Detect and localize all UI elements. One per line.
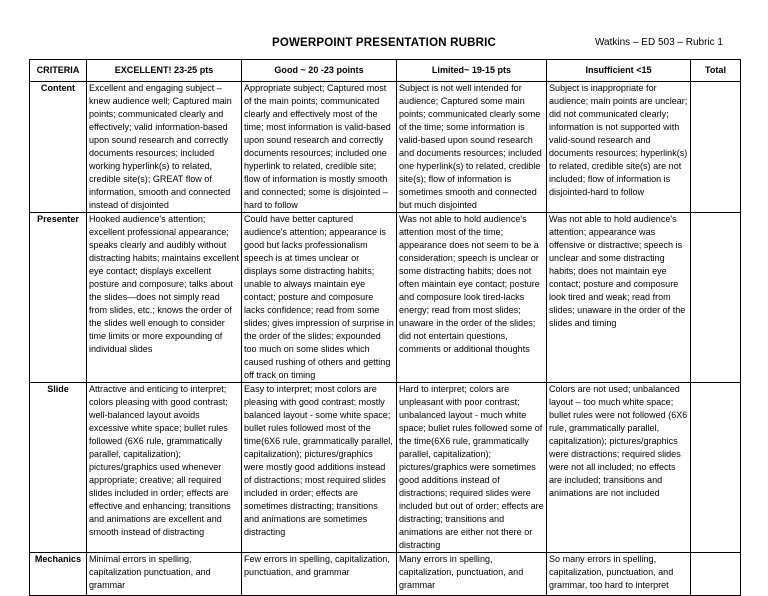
criteria-cell: Slide (30, 383, 87, 553)
table-row (30, 383, 741, 553)
table-row (30, 553, 741, 596)
excellent-cell: Attractive and enticing to interpret; colors pleasing with good contrast; well-balanced layout avoids excessive white space; bullet rules followed (6X6 rule, grammatically parallel, capitalization); pictures/graphics used whenever appropriate; creative; all required slides included in order; effects are effective and enhancing; transitions and animations are excellent and smooth instead of distracting (87, 383, 242, 553)
course-reference: Watkins – ED 503 – Rubric 1 (594, 37, 723, 48)
column-header-limited: Limited~ 19-15 pts (397, 60, 547, 82)
limited-cell: Subject is not well intended for audience; Captured some main points; communicated clearly some of the time; some information is valid-based upon sound research and documents resources; included one hyperlink(s) to related, credible site(s); flow of information is sometimes smooth and connected but much disjointed (397, 82, 547, 213)
table-row (30, 213, 741, 383)
excellent-cell: Hooked audience's attention; excellent professional appearance; speaks clearly and audibly without distracting habits; maintains excellent eye contact; displays excellent posture and composure; talks about the slides—does not simply read from slides, etc.; knows the order of the slides well enough to consider time limits or more expounding of individual slides (87, 213, 242, 383)
limited-cell: Many errors in spelling, capitalization, punctuation, and grammar (397, 553, 547, 596)
total-cell[interactable] (691, 82, 741, 213)
insufficient-cell: Subject is inappropriate for audience; main points are unclear; did not communicated clearly; information is not supported with valid-sound research and documents resources; hyperlink(s) to related, credible site(s) are not included; flow of information is disjointed-hard to follow (547, 82, 691, 213)
excellent-cell: Minimal errors in spelling, capitalization punctuation, and grammar (87, 553, 242, 596)
table-row (30, 82, 741, 213)
excellent-cell: Excellent and engaging subject – knew audience well; Captured main points; communicated clearly and effectively; valid information-based upon sound research and correctly documents resources; included working hyperlink(s) to related, credible site(s); GREAT flow of information, smooth and connected instead of disjointed (87, 82, 242, 213)
rubric-table (29, 59, 741, 596)
insufficient-cell: So many errors in spelling, capitalization, punctuation, and grammar, too hard to interpret (547, 553, 691, 596)
page-title: POWERPOINT PRESENTATION RUBRIC (271, 37, 497, 49)
total-cell[interactable] (691, 383, 741, 553)
header-row (30, 60, 741, 82)
good-cell: Appropriate subject; Captured most of the main points; communicated clearly and effectively most of the time; most information is valid-based upon sound research and correctly documents resources; included one hyperlink to related, credible site; flow of information is mostly smooth and connected; some is disjointed – hard to follow (242, 82, 397, 213)
criteria-cell: Mechanics (30, 553, 87, 596)
column-header-excellent: EXCELLENT! 23-25 pts (87, 60, 242, 82)
limited-cell: Was not able to hold audience's attention most of the time; appearance does not seem to be a consideration; speech is unclear or some distracting habits; does not often maintain eye contact; posture and composure look tired-lacks energy; read from most slides; unaware in the order of the slides; did not entertain questions, comments or additional thoughts (397, 213, 547, 383)
column-header-insufficient: Insufficient <15 (547, 60, 691, 82)
column-header-total: Total (691, 60, 741, 82)
total-cell[interactable] (691, 213, 741, 383)
insufficient-cell: Colors are not used; unbalanced layout – too much white space; bullet rules were not followed (6X6 rule, grammatically parallel, capitalization); pictures/graphics were distractions; required slides were not all included; no effects are included; transitions and animations are not included (547, 383, 691, 553)
column-header-criteria: CRITERIA (30, 60, 87, 82)
good-cell: Could have better captured audience's attention; appearance is good but lacks professionalism speech is at times unclear or displays some distracting habits; unable to always maintain eye contact; posture and composure lacks confidence; read from some slides; gives impression of surprise in the order of the slides; expounded too much on some slides which caused rushing of others and getting off track on timing (242, 213, 397, 383)
criteria-cell: Presenter (30, 213, 87, 383)
good-cell: Few errors in spelling, capitalization, punctuation, and grammar (242, 553, 397, 596)
limited-cell: Hard to interpret; colors are unpleasant with poor contrast; unbalanced layout - much white space; bullet rules followed some of the time(6X6 rule, grammatically parallel, capitalization); pictures/graphics were sometimes good additions instead of distractions; required slides were included but out of order; effects are distracting; transitions and animations are either not there or distracting (397, 383, 547, 553)
good-cell: Easy to interpret; most colors are pleasing with good contrast; mostly balanced layout - some white space; bullet rules followed most of the time(6X6 rule, grammatically parallel, capitalization); pictures/graphics were mostly good additions instead of distractions; most required slides included in order; effects are sometimes distracting; transitions and animations are sometimes distracting (242, 383, 397, 553)
total-cell[interactable] (691, 553, 741, 596)
criteria-cell: Content (30, 82, 87, 213)
column-header-good: Good ~ 20 -23 points (242, 60, 397, 82)
insufficient-cell: Was not able to hold audience's attention; appearance was offensive or distractive; speech is unclear and some distracting habits; does not maintain eye contact; posture and composure look tired and weak; read from slides; unaware in the order of the slides and timing (547, 213, 691, 383)
